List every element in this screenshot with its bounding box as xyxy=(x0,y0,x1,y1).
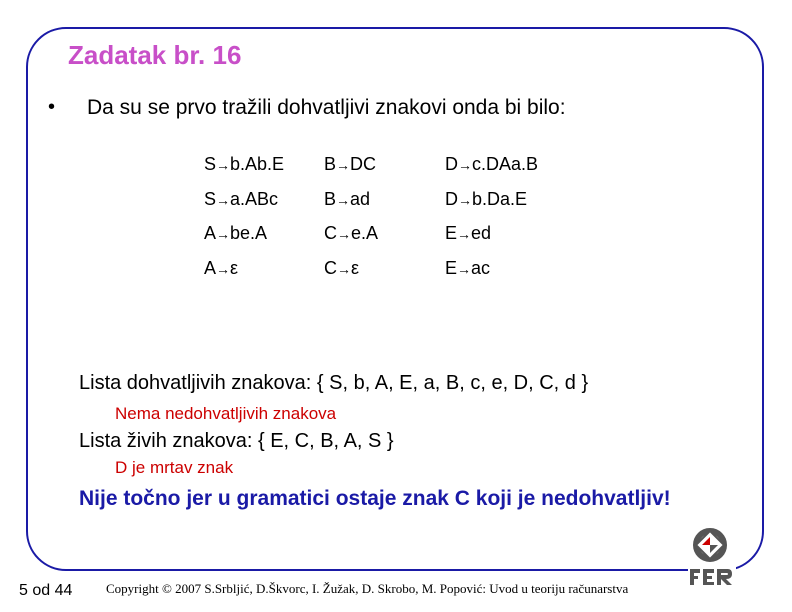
reachable-list: Lista dohvatljivih znakova: { S, b, A, E, a, B, c, e, D, C, d } xyxy=(79,372,589,394)
production xyxy=(445,223,491,258)
production xyxy=(324,189,445,224)
arrow-icon: → xyxy=(216,260,231,277)
production-rhs: ed xyxy=(471,223,492,243)
production xyxy=(204,189,324,224)
page-number: 5 od 44 xyxy=(19,582,73,599)
production xyxy=(204,258,324,293)
grammar-productions xyxy=(204,154,538,292)
alive-note: D je mrtav znak xyxy=(115,458,234,477)
arrow-icon: → xyxy=(337,260,351,277)
arrow-icon: → xyxy=(216,226,231,242)
production-rhs: ε xyxy=(351,257,360,278)
arrow-icon: → xyxy=(336,157,351,173)
production-lhs: E xyxy=(445,223,458,243)
production-lhs: B xyxy=(324,188,337,209)
production-rhs: ad xyxy=(350,188,371,209)
production xyxy=(324,223,445,258)
production-lhs: D xyxy=(445,188,458,209)
production-lhs: A xyxy=(204,257,217,278)
production-rhs: b.Da.E xyxy=(472,188,528,209)
bullet-marker: • xyxy=(48,96,56,118)
production xyxy=(324,258,445,293)
fer-logo-icon xyxy=(688,527,736,589)
arrow-icon: → xyxy=(216,157,231,173)
production-lhs: E xyxy=(445,257,458,278)
arrow-icon: → xyxy=(216,191,231,208)
arrow-icon: → xyxy=(458,157,472,173)
arrow-icon: → xyxy=(457,226,472,242)
production-rhs: ac xyxy=(471,257,491,278)
production xyxy=(445,258,490,293)
arrow-icon: → xyxy=(337,226,351,242)
production xyxy=(324,154,445,189)
grammar-row xyxy=(204,258,538,293)
production-lhs: A xyxy=(204,223,217,243)
production xyxy=(204,154,324,189)
production-lhs: C xyxy=(324,257,337,278)
production-lhs: C xyxy=(324,223,337,243)
slide-title: Zadatak br. 16 xyxy=(68,40,242,70)
grammar-row xyxy=(204,154,538,189)
production-rhs: b.Ab.E xyxy=(230,154,285,174)
conclusion-text: Nije točno jer u gramatici ostaje znak C koji je nedohvatljiv! xyxy=(79,487,671,510)
production xyxy=(445,154,538,189)
grammar-row xyxy=(204,223,538,258)
production-rhs: a.ABc xyxy=(230,188,279,209)
production-rhs: e.A xyxy=(351,223,379,243)
production-lhs: B xyxy=(324,154,337,174)
grammar-row xyxy=(204,189,538,224)
arrow-icon: → xyxy=(457,260,472,277)
production-rhs: be.A xyxy=(230,223,268,243)
copyright-footer: Copyright © 2007 S.Srbljić, D.Škvorc, I. Žužak, D. Skrobo, M. Popović: Uvod u teoriju računarstva xyxy=(106,581,629,596)
production-rhs: c.DAa.B xyxy=(472,154,539,174)
production-lhs: S xyxy=(204,154,217,174)
production-lhs: D xyxy=(445,154,458,174)
production-rhs: ε xyxy=(230,257,239,278)
production-rhs: DC xyxy=(350,154,377,174)
production xyxy=(204,223,324,258)
intro-text: Da su se prvo tražili dohvatljivi znakovi onda bi bilo: xyxy=(87,96,566,119)
arrow-icon: → xyxy=(458,191,472,208)
alive-list: Lista živih znakova: { E, C, B, A, S } xyxy=(79,430,394,452)
production xyxy=(445,189,527,224)
production-lhs: S xyxy=(204,188,217,209)
reachable-note: Nema nedohvatljivih znakova xyxy=(115,404,337,423)
arrow-icon: → xyxy=(336,191,351,208)
